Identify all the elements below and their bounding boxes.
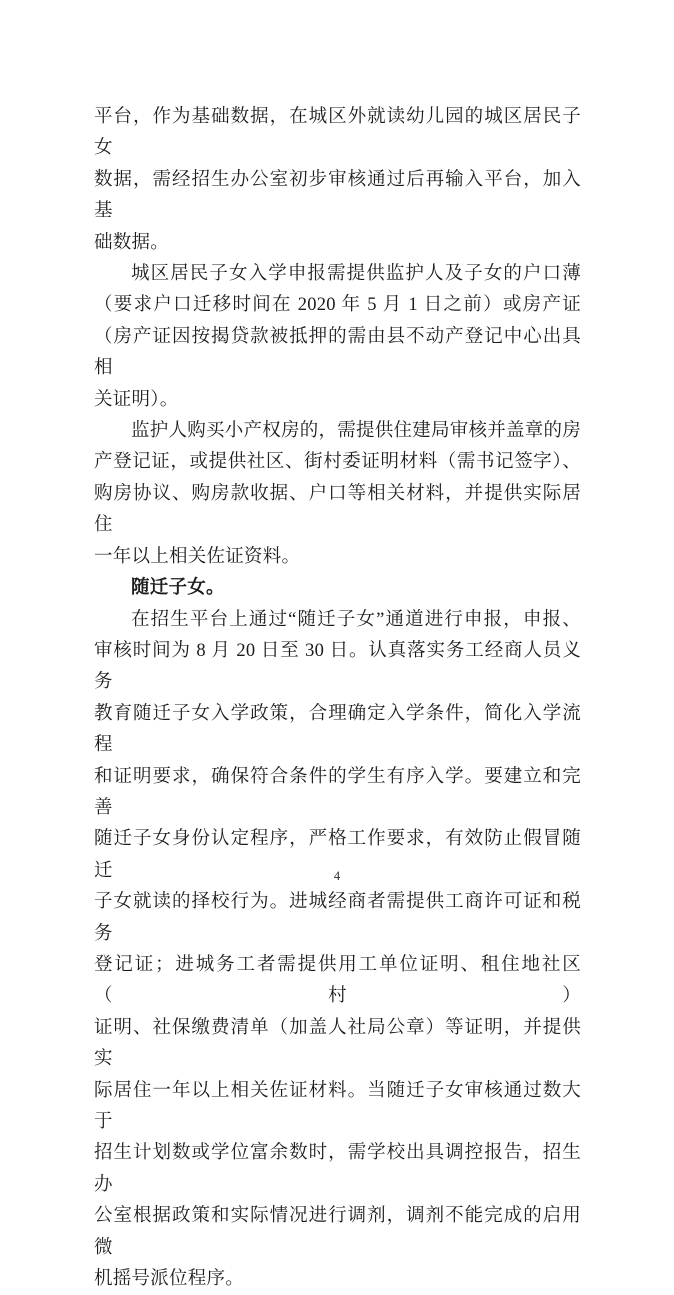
- text-line: （房产证因按揭贷款被抵押的需由县不动产登记中心出具相: [94, 322, 581, 385]
- text-line: （要求户口迁移时间在 2020 年 5 月 1 日之前）或房产证: [94, 290, 581, 321]
- page-footer: [0, 867, 674, 885]
- text-line: 子女就读的择校行为。进城经商者需提供工商许可证和税务: [94, 887, 581, 950]
- text-line: 关证明）。: [94, 385, 581, 416]
- text-line: 机摇号派位程序。: [94, 1264, 581, 1295]
- text-line: 随迁子女身份认定程序，严格工作要求，有效防止假冒随迁: [94, 824, 581, 887]
- page-number: 4: [334, 869, 340, 883]
- text-line: 城区居民子女入学申报需提供监护人及子女的户口薄: [94, 259, 581, 290]
- text-line: 础数据。: [94, 228, 581, 259]
- text-line: 公室根据政策和实际情况进行调剂，调剂不能完成的启用微: [94, 1201, 581, 1264]
- paragraph: [94, 416, 581, 573]
- text-line: 登记证；进城务工者需提供用工单位证明、租住地社区（村）: [94, 950, 581, 1013]
- paragraph: [94, 573, 581, 604]
- text-line: 在招生平台上通过“随迁子女”通道进行申报，申报、: [94, 605, 581, 636]
- text-line: 招生计划数或学位富余数时，需学校出具调控报告，招生办: [94, 1138, 581, 1201]
- paragraph: [94, 102, 581, 259]
- paragraph: [94, 259, 581, 416]
- text-line: 产登记证，或提供社区、街村委证明材料（需书记签字）、: [94, 447, 581, 478]
- text-line: 证明、社保缴费清单（加盖人社局公章）等证明，并提供实: [94, 1013, 581, 1076]
- text-line: 平台，作为基础数据，在城区外就读幼儿园的城区居民子女: [94, 102, 581, 165]
- paragraph: [94, 605, 581, 1295]
- document-body: [94, 102, 581, 1295]
- text-line: 一年以上相关佐证资料。: [94, 542, 581, 573]
- text-line: 监护人购买小产权房的，需提供住建局审核并盖章的房: [94, 416, 581, 447]
- text-line: 际居住一年以上相关佐证材料。当随迁子女审核通过数大于: [94, 1076, 581, 1139]
- text-line: 数据，需经招生办公室初步审核通过后再输入平台，加入基: [94, 165, 581, 228]
- text-line: 审核时间为 8 月 20 日至 30 日。认真落实务工经商人员义务: [94, 636, 581, 699]
- section-heading: 随迁子女。: [94, 573, 581, 604]
- text-line: 购房协议、购房款收据、户口等相关材料，并提供实际居住: [94, 479, 581, 542]
- text-line: 和证明要求，确保符合条件的学生有序入学。要建立和完善: [94, 762, 581, 825]
- text-line: 教育随迁子女入学政策，合理确定入学条件，简化入学流程: [94, 699, 581, 762]
